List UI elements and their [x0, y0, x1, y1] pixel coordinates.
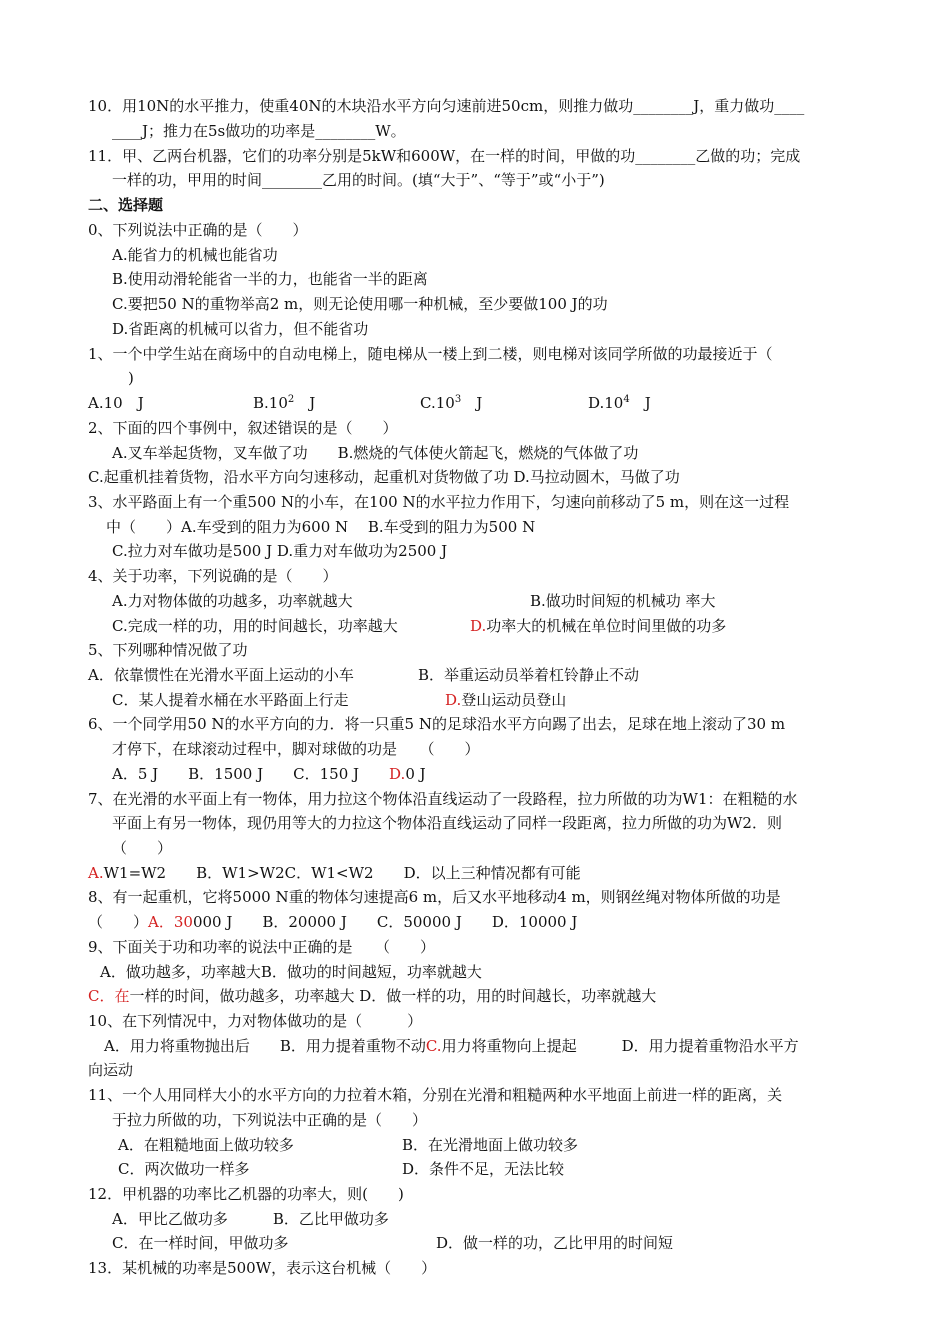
q9-stem: 9、下面关于功和功率的说法中正确的是 （ ） [88, 938, 436, 956]
answer-mark: A. [88, 864, 104, 882]
q6-stem-line2: 才停下，在球滚动过程中，脚对球做的功是 （ ） [112, 740, 480, 758]
q10-options-cont: 向运动 [88, 1061, 134, 1079]
section-title: 二、选择题 [88, 196, 164, 214]
q8-stem: 8、有一起重机，它将5000 N重的物体匀速提高6 m，后又水平地移动4 m，则钢丝绳对物体所做的功是 [88, 888, 781, 906]
q10-options: A．用力将重物抛出后 B．用力提着重物不动C.用力将重物向上提起 D．用力提着重物沿水平方 [104, 1037, 799, 1055]
q12-options-ab: A．甲比乙做功多 B．乙比甲做功多 [112, 1210, 389, 1228]
q0-option-a: A.能省力的机械也能省功 [112, 246, 278, 264]
q1-stem-line1: 1、一个中学生站在商场中的自动电梯上，随电梯从一楼上到二楼，则电梯对该同学所做的功最接近于（ [88, 345, 773, 363]
q11-option-d: D．条件不足，无法比较 [402, 1160, 565, 1178]
q10-stem: 10、在下列情况中，力对物体做功的是（ ） [88, 1012, 423, 1030]
q4-option-b: B.做功时间短的机械功 率大 [530, 592, 716, 610]
q4-stem: 4、关于功率，下列说确的是（ ） [88, 567, 338, 585]
q11-stem-line1: 11、一个人用同样大小的水平方向的力拉着木箱，分别在光滑和粗糙两种水平地面上前进一样的距离，关 [88, 1086, 783, 1104]
q12-stem: 12．甲机器的功率比乙机器的功率大，则( ) [88, 1185, 404, 1203]
fill-q10-line1: 10．用10N的水平推力，使重40N的木块沿水平方向匀速前进50cm，则推力做功________J，重力做功____ [88, 97, 805, 115]
q2-options-cd: C.起重机挂着货物，沿水平方向匀速移动，起重机对货物做了功 D.马拉动圆木，马做了功 [88, 468, 680, 486]
q12-option-c: C．在一样时间，甲做功多 [112, 1234, 289, 1252]
fill-q11-line2: 一样的功，甲用的时间________乙用的时间。(填“大于”、“等于”或“小于”) [112, 171, 605, 189]
q4-option-a: A.力对物体做的功越多，功率就越大 [112, 592, 353, 610]
q5-option-b: B．举重运动员举着杠铃静止不动 [418, 666, 640, 684]
q6-options: A．5 J B．1500 J C．150 J D.0 J [112, 765, 426, 783]
q0-stem: 0、下列说法中正确的是（ ） [88, 221, 308, 239]
q7-stem-line1: 7、在光滑的水平面上有一物体，用力拉这个物体沿直线运动了一段路程，拉力所做的功为W1：在粗糙的水 [88, 790, 798, 808]
q12-option-d: D．做一样的功，乙比甲用的时间短 [436, 1234, 674, 1252]
q8-options: （ ）A．30000 J B．20000 J C．50000 J D．10000 J [88, 913, 578, 931]
q2-stem: 2、下面的四个事例中，叙述错误的是（ ） [88, 419, 398, 437]
q0-option-d: D.省距离的机械可以省力，但不能省功 [112, 320, 369, 338]
q0-option-c: C.要把50 N的重物举高2 m，则无论使用哪一种机械，至少要做100 J的功 [112, 295, 608, 313]
q4-option-c: C.完成一样的功，用的时间越长，功率越大 [112, 617, 398, 635]
q11-option-c: C．两次做功一样多 [118, 1160, 250, 1178]
q5-stem: 5、下列哪种情况做了功 [88, 641, 248, 659]
q6-stem-line1: 6、一个同学用50 N的水平方向的力．将一只重5 N的足球沿水平方向踢了出去，足球在地上滚动了30 m [88, 715, 786, 733]
answer-mark: A．30 [148, 913, 193, 931]
q1-option-a: A.10 J [88, 394, 144, 412]
answer-mark: D. [389, 765, 406, 783]
fill-q11-line1: 11．甲、乙两台机器，它们的功率分别是5kW和600W，在一样的时间，甲做的功________乙做的功；完成 [88, 147, 801, 165]
q11-option-b: B．在光滑地面上做功较多 [402, 1136, 579, 1154]
q11-option-a: A．在粗糙地面上做功较多 [118, 1136, 294, 1154]
q3-stem-line1: 3、水平路面上有一个重500 N的小车，在100 N的水平拉力作用下，匀速向前移动了5 m，则在这一过程 [88, 493, 790, 511]
q5-option-c: C．某人提着水桶在水平路面上行走 [112, 691, 349, 709]
q3-stem-line2: 中（ ）A.车受到的阻力为600 N B.车受到的阻力为500 N [106, 518, 536, 536]
answer-mark: C. [425, 1037, 442, 1055]
q1-stem-line2: ) [128, 369, 134, 387]
answer-mark: D. [470, 617, 487, 635]
q13-stem: 13．某机械的功率是500W，表示这台机械（ ） [88, 1259, 437, 1277]
answer-mark: D. [445, 691, 462, 709]
q1-option-b: $B.10^2$ J [253, 394, 316, 412]
q7-options: A.W1=W2 B．W1>W2C．W1<W2 D．以上三种情况都有可能 [88, 864, 581, 882]
q9-options-ab: A．做功越多，功率越大B．做功的时间越短，功率就越大 [100, 963, 482, 981]
q9-options-cd: C．在一样的时间，做功越多，功率越大 D．做一样的功，用的时间越长，功率就越大 [88, 987, 657, 1005]
q2-options-ab: A.叉车举起货物，叉车做了功 B.燃烧的气体使火箭起飞，燃烧的气体做了功 [112, 444, 639, 462]
answer-mark: C．在 [88, 987, 130, 1005]
q7-stem-line2: 平面上有另一物体，现仍用等大的力拉这个物体沿直线运动了同样一段距离，拉力所做的功为W2．则 [112, 814, 782, 832]
q7-stem-line3: （ ） [112, 839, 173, 857]
q1-option-c: $C.10^3$ J [420, 394, 483, 412]
q11-stem-line2: 于拉力所做的功，下列说法中正确的是（ ） [112, 1111, 428, 1129]
q5-option-d: D.登山运动员登山 [445, 691, 567, 709]
q0-option-b: B.使用动滑轮能省一半的力，也能省一半的距离 [112, 270, 428, 288]
q5-option-a: A．依靠惯性在光滑水平面上运动的小车 [88, 666, 354, 684]
q3-options-cd: C.拉力对车做功是500 J D.重力对车做功为2500 J [112, 542, 448, 560]
fill-q10-line2: ____J；推力在5s做功的功率是________W。 [112, 122, 406, 140]
q4-option-d: D.功率大的机械在单位时间里做的功多 [470, 617, 727, 635]
q1-option-d: $D.10^4$ J [588, 394, 651, 412]
